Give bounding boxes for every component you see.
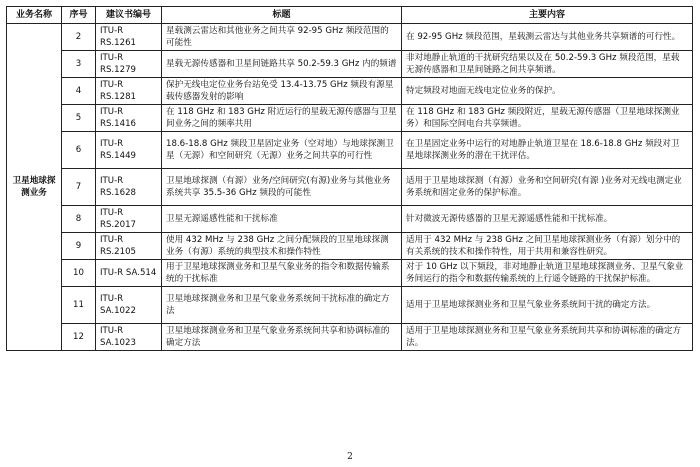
row-title: 使用 432 MHz 与 238 GHz 之间分配频段的卫星地球探测业务（有源）系统的典型技术和操作特性 [162, 233, 402, 260]
row-title: 用于卫星地球探测业务和卫星气象业务的指令和数据传输系统的干扰标准 [162, 260, 402, 287]
header-no: 序号 [62, 7, 96, 24]
row-title: 在 118 GHz 和 183 GHz 附近运行的星载无源传感器与卫星间业务之间的频率共用 [162, 105, 402, 132]
rec-id: ITU-R RS.1628 [96, 169, 162, 206]
row-title: 星载无源传感器和卫星间链路共享 50.2-59.3 GHz 内的频谱 [162, 51, 402, 78]
row-number: 7 [62, 169, 96, 206]
table-row [7, 324, 693, 351]
row-content: 适用于 432 MHz 与 238 GHz 之间卫星地球探测业务（有源）划分中的有关系统的技术和操作特性，用于共用和兼容性研究。 [402, 233, 693, 260]
row-number: 11 [62, 287, 96, 324]
row-title: 卫星地球探测业务和卫星气象业务系统间共享和协调标准的确定方法 [162, 324, 402, 351]
row-number: 8 [62, 206, 96, 233]
row-content: 在 92-95 GHz 频段范围，星载测云雷达与其他业务共享频谱的可行性。 [402, 24, 693, 51]
table-row [7, 24, 693, 51]
header-title: 标题 [162, 7, 402, 24]
header-rec: 建议书编号 [96, 7, 162, 24]
row-title: 卫星无源遥感性能和干扰标准 [162, 206, 402, 233]
rec-id: ITU-R RS.1416 [96, 105, 162, 132]
rec-id: ITU-R RS.1449 [96, 132, 162, 169]
table-header-row [7, 7, 693, 24]
row-content: 在 118 GHz 和 183 GHz 频段附近，星载无源传感器（卫星地球探测业务）和国际空间电台共享频谱。 [402, 105, 693, 132]
row-content: 针对微波无源传感器的卫星无源遥感性能和干扰标准。 [402, 206, 693, 233]
row-title: 卫星地球探测业务和卫星气象业务系统间干扰标准的确定方法 [162, 287, 402, 324]
rec-id: ITU-R RS.1261 [96, 24, 162, 51]
row-title: 卫星地球探测（有源）业务/空间研究(有源)业务与其他业务系统共享 35.5-36 GHz 频段的可能性 [162, 169, 402, 206]
table-row [7, 169, 693, 206]
header-service: 业务名称 [7, 7, 62, 24]
rec-id: ITU-R RS.2105 [96, 233, 162, 260]
row-content: 特定频段对地面无线电定位业务的保护。 [402, 78, 693, 105]
row-number: 4 [62, 78, 96, 105]
row-title: 18.6-18.8 GHz 频段卫星固定业务（空对地）与地球探测卫星（无源）和空间研究（无源）业务之间共享的可行性 [162, 132, 402, 169]
rec-id: ITU-R RS.1281 [96, 78, 162, 105]
row-content: 适用于卫星地球探测业务和卫星气象业务系统间共享和协调标准的确定方法。 [402, 324, 693, 351]
row-content: 适用于卫星地球探测（有源）业务和空间研究(有源 )业务对无线电测定业务系统和固定业务的保护标准。 [402, 169, 693, 206]
row-content: 非对地静止轨道的干扰研究结果以及在 50.2-59.3 GHz 频段范围，星载无源传感器和卫星间链路之间共享频谱。 [402, 51, 693, 78]
table-row [7, 51, 693, 78]
row-number: 6 [62, 132, 96, 169]
rec-id: ITU-R SA.514 [96, 260, 162, 287]
row-number: 2 [62, 24, 96, 51]
header-content: 主要内容 [402, 7, 693, 24]
rec-id: ITU-R SA.1023 [96, 324, 162, 351]
row-number: 5 [62, 105, 96, 132]
rec-id: ITU-R RS.1279 [96, 51, 162, 78]
rec-id: ITU-R RS.2017 [96, 206, 162, 233]
rec-id: ITU-R SA.1022 [96, 287, 162, 324]
row-content: 适用于卫星地球探测业务和卫星气象业务系统间干扰的确定方法。 [402, 287, 693, 324]
table-row [7, 78, 693, 105]
recommendations-table [6, 6, 693, 351]
table-row [7, 260, 693, 287]
service-name-cell: 卫星地球探测业务 [7, 24, 62, 351]
row-number: 10 [62, 260, 96, 287]
row-content: 在卫星固定业务中运行的对地静止轨道卫星在 18.6-18.8 GHz 频段对卫星地球探测业务的潜在干扰评估。 [402, 132, 693, 169]
table-row [7, 105, 693, 132]
row-number: 3 [62, 51, 96, 78]
table-row [7, 233, 693, 260]
row-number: 9 [62, 233, 96, 260]
row-title: 保护无线电定位业务台站免受 13.4-13.75 GHz 频段有源星载传感器发射的影响 [162, 78, 402, 105]
table-row [7, 287, 693, 324]
table-row [7, 132, 693, 169]
table-row [7, 206, 693, 233]
row-title: 星载测云雷达和其他业务之间共享 92-95 GHz 频段范围的可能性 [162, 24, 402, 51]
page-number: 2 [347, 452, 353, 462]
row-number: 12 [62, 324, 96, 351]
row-content: 对于 10 GHz 以下频段，非对地静止轨道卫星地球探测业务、卫星气象业务间运行的指令和数据传输系统的上行遥令链路的干扰保护标准。 [402, 260, 693, 287]
